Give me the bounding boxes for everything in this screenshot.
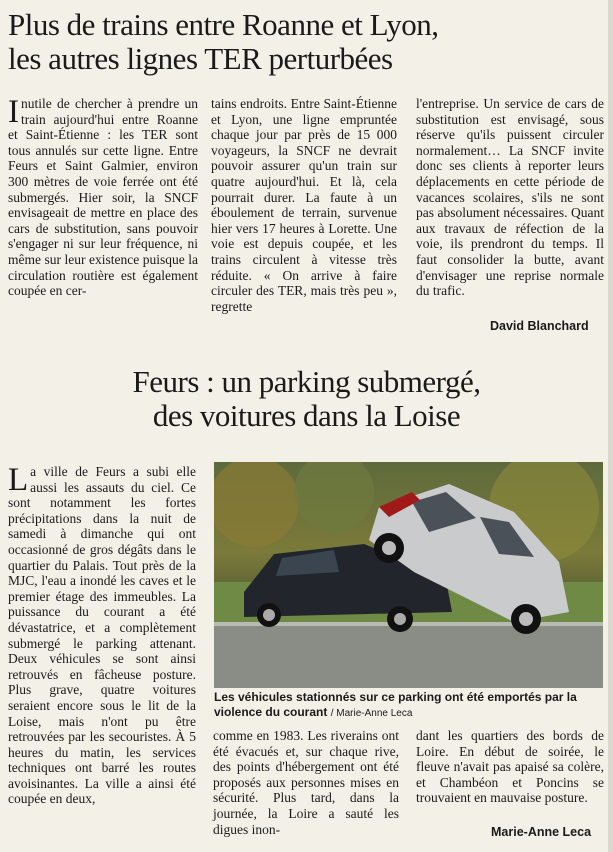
article1-column-1 [8,96,198,299]
article1-signature: David Blanchard [490,319,589,333]
dropcap: I [8,94,19,130]
headline-line: les autres lignes TER perturbées [8,41,393,76]
headline-line: Plus de trains entre Roanne et Lyon, [8,7,439,42]
article2-column-3 [416,728,604,806]
article1-headline [8,8,613,76]
headline-line: Feurs : un parking submergé, [132,364,481,399]
body-text: comme en 1983. Les riverains ont été évacués et, sur chaque rive, des points d'hébergement ont été proposés aux personnes mises en sécurité. Plus tard, dans la journée, la Loire a sauté les digues inon- [213,728,399,837]
photo-caption [214,690,606,721]
headline-line: des voitures dans la Loise [152,398,461,433]
wet-ground [214,622,603,688]
body-text: tains endroits. Entre Saint-Étienne et Lyon, une ligne empruntée chaque jour par près de 15 000 voyageurs, la SNCF ne devrait pouvoir assurer qu'un train sur quatre aujourd'hui. Et là, cela pourrait durer. La faute à un éboulement de terrain, survenue hier vers 17 heures à Lorette. Une voie est depuis coupée, et les trains circulent à vitesse très réduite. « On arrive à faire circuler des TER, mais très peu », regrette [211,96,397,314]
flooded-parking-photo [214,462,603,688]
photo-credit: / Marie-Anne Leca [330,708,413,719]
caption-text: Les véhicules stationnés sur ce parking ont été emportés par la violence du courant [214,690,577,719]
body-text: nutile de chercher à prendre un train aujourd'hui entre Roanne et Saint-Étienne : les TER sont tous annulés sur cette ligne. Entre Feurs et Saint Galmier, environ 300 mètres de voie ferrée ont été submergés. Hier soir, la SNCF envisageait de mettre en place des cars de substitution, sans pouvoir s'engager ni sur leur fréquence, ni même sur leur existence puisque la circulation routière est également coupée en cer- [8,96,198,299]
body-text: dant les quartiers des bords de Loire. En début de soirée, le fleuve n'avait pas apaisé sa colère, et Chambéon et Poncins se trouvaient en mauvaise posture. [416,728,604,806]
article2-column-1 [8,464,196,807]
dropcap: L [8,462,29,498]
article1-column-3 [416,96,604,299]
body-text: l'entreprise. Un service de cars de substitution est envisagé, sous réserve qu'ils puissent circuler normalement… La SNCF invite donc ses clients à reporter leurs déplacements en cette période de vacances scolaires, s'ils ne sont pas absolument nécessaires. Quant aux travaux de réfection de la voie, ils prendront du temps. Il faut consolider la butte, avant d'envisager une reprise normale du trafic. [416,96,604,299]
body-text: a ville de Feurs a subi elle aussi les assauts du ciel. Ce sont notamment les fortes précipitations dans la nuit de samedi à dimanche qui ont occasionné de gros dégâts dans le quartier du Palais. Tout près de la MJC, l'eau a inondé les caves et le premier étage des immeubles. La puissance du courant a été dévastatrice, et a complètement submergé le parking attenant. Deux véhicules se sont ainsi retrouvés en fâcheuse posture. Plus grave, quatre voitures seraient encore sous le lit de la Loise, mais n'ont pu être retrouvées par les secouristes. À 5 heures du matin, les services techniques ont barré les routes avoisinantes. La ville a ainsi été coupée en deux, [8,464,196,807]
photo-illustration [214,462,603,688]
article2-headline [0,365,613,433]
article2-column-2 [213,728,399,837]
article2-signature: Marie-Anne Leca [491,825,592,839]
article1-column-2 [211,96,397,314]
